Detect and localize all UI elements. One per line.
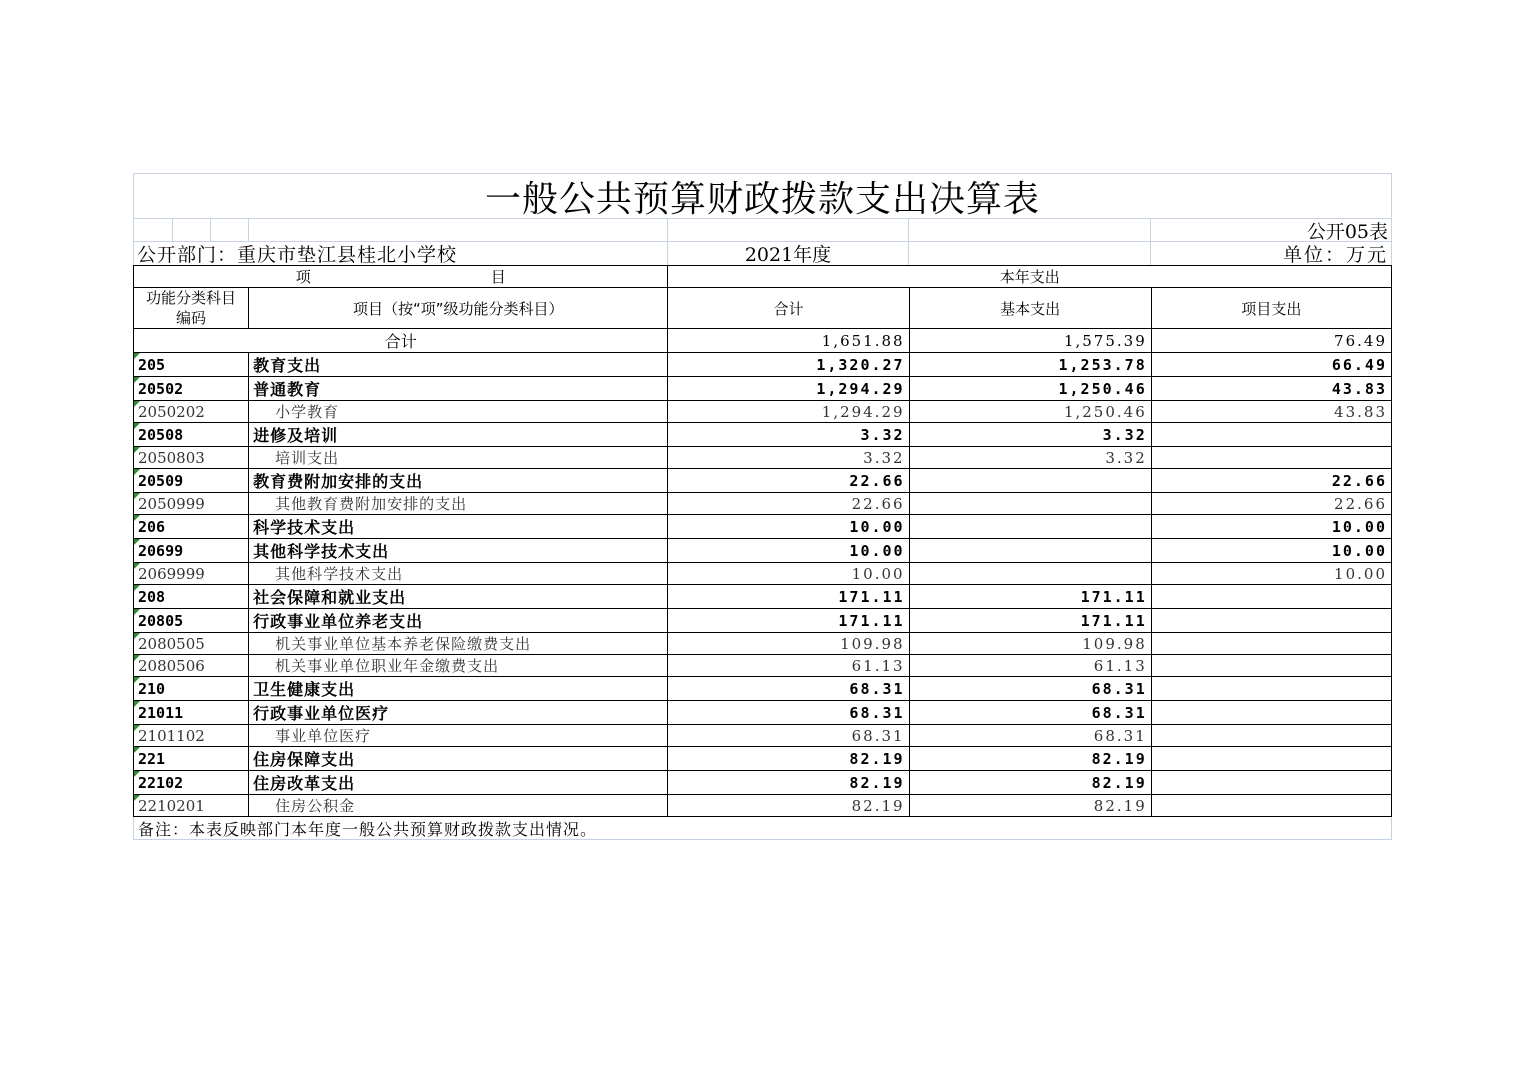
cell-flag-icon: [134, 795, 140, 801]
cell-flag-icon: [134, 377, 140, 383]
project-header: 项目支出: [1151, 288, 1391, 329]
cell-flag-icon: [134, 633, 140, 639]
row-code-text: 208: [138, 587, 166, 606]
table-row: [134, 469, 1392, 493]
table-row: [134, 725, 1392, 747]
cell-flag-icon: [134, 701, 140, 707]
this-year-header: 本年支出: [668, 266, 1392, 288]
row-code-text: 205: [138, 355, 166, 374]
total-header: 合计: [668, 288, 909, 329]
row-basic: 82.19: [909, 747, 1151, 771]
row-project: [1151, 771, 1391, 795]
table-row: [134, 401, 1392, 423]
row-name: 其他科学技术支出: [249, 539, 668, 563]
row-project: 43.83: [1151, 377, 1391, 401]
row-code: [134, 677, 249, 701]
row-name: 事业单位医疗: [249, 725, 668, 747]
department-label: 公开部门：重庆市垫江县桂北小学校: [134, 241, 668, 265]
row-basic: 1,250.46: [909, 377, 1151, 401]
row-code-text: 206: [138, 517, 166, 536]
row-name: 教育支出: [249, 353, 668, 377]
table-row: [134, 747, 1392, 771]
table-row: [134, 539, 1392, 563]
table-row: [134, 701, 1392, 725]
row-basic: [909, 493, 1151, 515]
table-row: [134, 609, 1392, 633]
row-code: [134, 377, 249, 401]
row-name: 教育费附加安排的支出: [249, 469, 668, 493]
total-basic: 1,575.39: [909, 329, 1151, 353]
row-project: 10.00: [1151, 515, 1391, 539]
item-header: 项 目: [134, 266, 668, 288]
row-name: 其他科学技术支出: [249, 563, 668, 585]
row-project: [1151, 447, 1391, 469]
row-code: [134, 795, 249, 817]
row-total: 10.00: [668, 515, 909, 539]
row-basic: 68.31: [909, 677, 1151, 701]
table-row: [134, 493, 1392, 515]
row-project: [1151, 725, 1391, 747]
cell-flag-icon: [134, 563, 140, 569]
cell-flag-icon: [134, 747, 140, 753]
row-basic: 3.32: [909, 423, 1151, 447]
row-code: [134, 515, 249, 539]
row-name: 普通教育: [249, 377, 668, 401]
row-project: [1151, 655, 1391, 677]
row-project: 10.00: [1151, 539, 1391, 563]
row-total: 82.19: [668, 747, 909, 771]
row-basic: 82.19: [909, 771, 1151, 795]
row-name: 卫生健康支出: [249, 677, 668, 701]
row-project: [1151, 677, 1391, 701]
row-code-text: 20699: [138, 541, 184, 560]
table-number: 公开05表: [1151, 218, 1391, 241]
row-code: [134, 747, 249, 771]
row-total: 10.00: [668, 539, 909, 563]
row-total: 68.31: [668, 701, 909, 725]
row-total: 10.00: [668, 563, 909, 585]
name-header: 项目（按“项”级功能分类科目）: [249, 288, 668, 329]
table-row: [134, 585, 1392, 609]
row-project: [1151, 701, 1391, 725]
row-name: 行政事业单位养老支出: [249, 609, 668, 633]
row-code-text: 20508: [138, 425, 184, 444]
row-project: 10.00: [1151, 563, 1391, 585]
row-total: 68.31: [668, 677, 909, 701]
row-project: 66.49: [1151, 353, 1391, 377]
row-project: [1151, 747, 1391, 771]
row-total: 3.32: [668, 423, 909, 447]
cell-flag-icon: [134, 353, 140, 359]
row-basic: 61.13: [909, 655, 1151, 677]
row-total: 82.19: [668, 795, 909, 817]
row-total: 1,294.29: [668, 401, 909, 423]
row-project: [1151, 609, 1391, 633]
cell-flag-icon: [134, 401, 140, 407]
row-project: 22.66: [1151, 469, 1391, 493]
table-row: [134, 353, 1392, 377]
row-name: 培训支出: [249, 447, 668, 469]
row-code-text: 2080506: [138, 656, 205, 675]
expenditure-table: [133, 265, 1392, 817]
total-row: [134, 329, 1392, 353]
cell-flag-icon: [134, 469, 140, 475]
row-code: [134, 493, 249, 515]
row-name: 机关事业单位基本养老保险缴费支出: [249, 633, 668, 655]
table-row: [134, 423, 1392, 447]
footnote: 备注：本表反映部门本年度一般公共预算财政拨款支出情况。: [133, 817, 1392, 840]
row-basic: 82.19: [909, 795, 1151, 817]
row-code-text: 20502: [138, 379, 184, 398]
row-code-text: 210: [138, 679, 166, 698]
row-name: 住房公积金: [249, 795, 668, 817]
cell-flag-icon: [134, 655, 140, 661]
cell-flag-icon: [134, 493, 140, 499]
row-code-text: 21011: [138, 703, 184, 722]
row-name: 社会保障和就业支出: [249, 585, 668, 609]
row-code-text: 2069999: [138, 564, 205, 583]
row-code: [134, 563, 249, 585]
cell-flag-icon: [134, 423, 140, 429]
cell-flag-icon: [134, 725, 140, 731]
table-row: [134, 795, 1392, 817]
header-row-1: [134, 266, 1392, 288]
cell-flag-icon: [134, 609, 140, 615]
cell-flag-icon: [134, 447, 140, 453]
row-basic: 68.31: [909, 725, 1151, 747]
cell-flag-icon: [134, 677, 140, 683]
row-code: [134, 725, 249, 747]
row-name: 住房保障支出: [249, 747, 668, 771]
row-project: [1151, 423, 1391, 447]
report-sheet: [133, 173, 1392, 840]
row-project: [1151, 633, 1391, 655]
row-code: [134, 539, 249, 563]
year-label: 2021年度: [668, 241, 909, 265]
row-code: [134, 585, 249, 609]
row-name: 机关事业单位职业年金缴费支出: [249, 655, 668, 677]
table-row: [134, 515, 1392, 539]
row-code: [134, 423, 249, 447]
row-basic: [909, 469, 1151, 493]
row-total: 68.31: [668, 725, 909, 747]
table-row: [134, 771, 1392, 795]
row-total: 171.11: [668, 609, 909, 633]
table-row: [134, 655, 1392, 677]
row-basic: 68.31: [909, 701, 1151, 725]
row-basic: 1,250.46: [909, 401, 1151, 423]
row-name: 行政事业单位医疗: [249, 701, 668, 725]
row-total: 22.66: [668, 493, 909, 515]
unit-label: 单位：万元: [1151, 241, 1391, 265]
row-code: [134, 771, 249, 795]
row-total: 3.32: [668, 447, 909, 469]
basic-header: 基本支出: [909, 288, 1151, 329]
total-label: 合计: [134, 329, 668, 353]
row-total: 109.98: [668, 633, 909, 655]
row-basic: 3.32: [909, 447, 1151, 469]
row-project: [1151, 585, 1391, 609]
row-basic: 109.98: [909, 633, 1151, 655]
row-code: [134, 447, 249, 469]
spacer-row: [133, 218, 1392, 241]
row-name: 进修及培训: [249, 423, 668, 447]
row-code-text: 2210201: [138, 796, 205, 815]
row-code: [134, 353, 249, 377]
row-total: 1,320.27: [668, 353, 909, 377]
row-code: [134, 655, 249, 677]
row-basic: 171.11: [909, 585, 1151, 609]
report-title: 一般公共预算财政拨款支出决算表: [133, 173, 1392, 218]
row-total: 1,294.29: [668, 377, 909, 401]
row-code: [134, 469, 249, 493]
row-project: 22.66: [1151, 493, 1391, 515]
row-total: 61.13: [668, 655, 909, 677]
total-amount: 1,651.88: [668, 329, 909, 353]
row-name: 其他教育费附加安排的支出: [249, 493, 668, 515]
row-project: [1151, 795, 1391, 817]
row-project: 43.83: [1151, 401, 1391, 423]
row-code-text: 2050803: [138, 448, 205, 467]
cell-flag-icon: [134, 539, 140, 545]
code-header: 功能分类科目编码: [134, 288, 249, 329]
table-row: [134, 563, 1392, 585]
row-code: [134, 701, 249, 725]
row-basic: 1,253.78: [909, 353, 1151, 377]
cell-flag-icon: [134, 515, 140, 521]
row-code: [134, 401, 249, 423]
total-project: 76.49: [1151, 329, 1391, 353]
row-total: 82.19: [668, 771, 909, 795]
row-name: 科学技术支出: [249, 515, 668, 539]
row-code-text: 20509: [138, 471, 184, 490]
table-row: [134, 447, 1392, 469]
row-code-text: 22102: [138, 773, 184, 792]
row-code-text: 221: [138, 749, 166, 768]
row-name: 小学教育: [249, 401, 668, 423]
row-basic: 171.11: [909, 609, 1151, 633]
row-code: [134, 633, 249, 655]
row-code-text: 20805: [138, 611, 184, 630]
row-name: 住房改革支出: [249, 771, 668, 795]
row-total: 22.66: [668, 469, 909, 493]
table-row: [134, 633, 1392, 655]
header-row-2: [134, 288, 1392, 329]
cell-flag-icon: [134, 585, 140, 591]
table-row: [134, 677, 1392, 701]
cell-flag-icon: [134, 771, 140, 777]
row-code-text: 2050202: [138, 402, 205, 421]
row-code: [134, 609, 249, 633]
table-row: [134, 377, 1392, 401]
row-code-text: 2101102: [138, 726, 205, 745]
row-total: 171.11: [668, 585, 909, 609]
row-basic: [909, 539, 1151, 563]
row-code-text: 2080505: [138, 634, 205, 653]
meta-row: [133, 241, 1392, 265]
row-code-text: 2050999: [138, 494, 205, 513]
row-basic: [909, 515, 1151, 539]
row-basic: [909, 563, 1151, 585]
